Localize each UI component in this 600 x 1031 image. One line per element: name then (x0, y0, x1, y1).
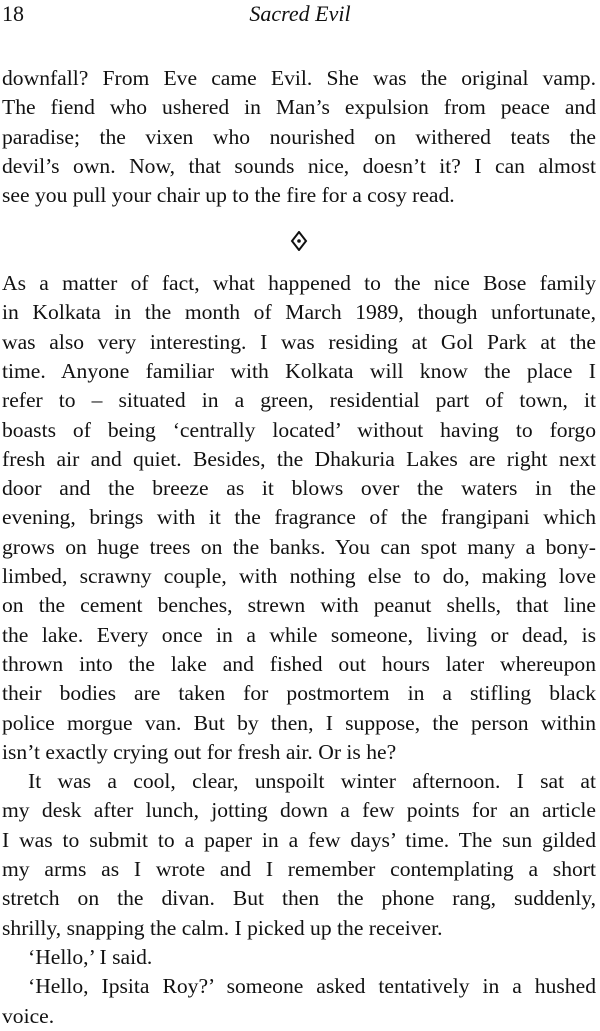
page-header (0, 0, 600, 30)
text-line: I was to submit to a paper in a few days’ time. The sun gilded (2, 827, 596, 852)
text-line: time. Anyone familiar with Kolkata will know the place I (2, 358, 596, 383)
text-line: limbed, scrawny couple, with nothing else to do, making love (2, 564, 596, 589)
text-line: voice. (2, 1003, 55, 1028)
text-line: fresh air and quiet. Besides, the Dhakuria Lakes are right next (2, 446, 596, 471)
text-line: my arms as I wrote and I remember contemplating a short (2, 857, 596, 882)
text-line: see you pull your chair up to the fire for a cosy read. (2, 183, 455, 208)
section-2-paragraph-3 (2, 943, 596, 972)
text-line: the lake. Every once in a while someone, living or dead, is (2, 622, 596, 647)
section-1-paragraph (2, 64, 596, 210)
text-line: paradise; the vixen who nourished on withered teats the (2, 124, 596, 149)
text-line: shrilly, snapping the calm. I picked up the receiver. (2, 915, 443, 940)
page-number: 18 (2, 1, 24, 26)
text-line: was also very interesting. I was residing at Gol Park at the (2, 329, 596, 354)
text-line: It was a cool, clear, unspoilt winter afternoon. I sat at (28, 769, 596, 794)
text-line: downfall? From Eve came Evil. She was the original vamp. (2, 66, 596, 90)
section-2-paragraph-2 (2, 767, 596, 943)
section-2-paragraph-4 (2, 972, 596, 1031)
text-line: The fiend who ushered in Man’s expulsion from peace and (2, 95, 596, 120)
text-line: door and the breeze as it blows over the waters in the (2, 476, 596, 501)
text-line: on the cement benches, strewn with peanut shells, that line (2, 593, 596, 618)
running-title: Sacred Evil (249, 1, 351, 26)
text-line: ‘Hello, Ipsita Roy?’ someone asked tentatively in a hushed (28, 974, 596, 999)
text-line: police morgue van. But by then, I suppose, the person within (2, 710, 596, 735)
text-line: isn’t exactly crying out for fresh air. Or is he? (2, 739, 397, 764)
text-line: stretch on the divan. But then the phone rang, suddenly, (2, 886, 596, 911)
text-line: ‘Hello,’ I said. (28, 944, 153, 969)
diamond-ornament-icon (290, 226, 308, 252)
text-line: As a matter of fact, what happened to the nice Bose family (2, 271, 596, 296)
text-line: grows on huge trees on the banks. You can spot many a bony- (2, 534, 596, 559)
text-line: their bodies are taken for postmortem in a stifling black (2, 681, 596, 706)
text-line: in Kolkata in the month of March 1989, though unfortunate, (2, 300, 596, 325)
text-line: my desk after lunch, jotting down a few points for an article (2, 798, 596, 823)
body-text (2, 64, 596, 1031)
text-line: boasts of being ‘centrally located’ without having to forgo (2, 417, 596, 442)
text-line: refer to – situated in a green, residential part of town, it (2, 388, 596, 413)
section-2-paragraph-1 (2, 269, 596, 767)
text-line: devil’s own. Now, that sounds nice, doesn’t it? I can almost (2, 153, 596, 178)
section-break (2, 210, 596, 269)
text-line: evening, brings with it the fragrance of the frangipani which (2, 505, 596, 530)
text-line: thrown into the lake and fished out hours later whereupon (2, 651, 596, 676)
